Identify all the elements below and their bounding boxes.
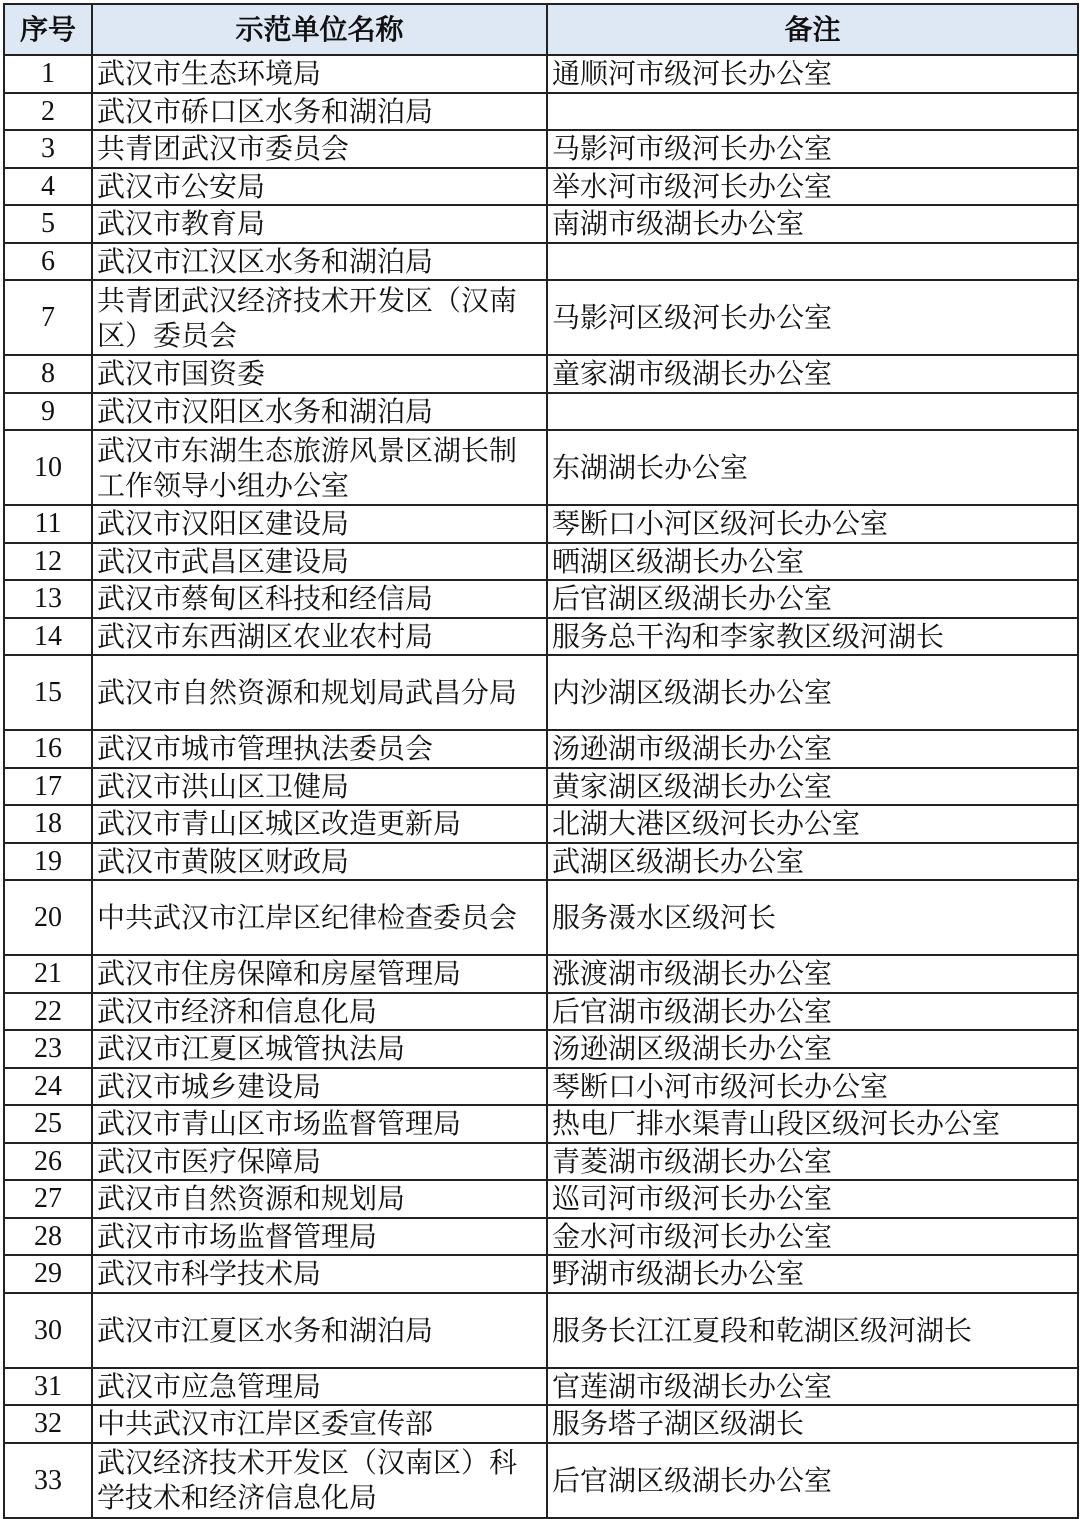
row-note: 晒湖区级湖长办公室: [547, 543, 1078, 581]
row-note: 金水河市级河长办公室: [547, 1218, 1078, 1256]
row-index: 33: [4, 1443, 92, 1518]
table-row: [4, 280, 1078, 355]
row-index: 6: [4, 243, 92, 281]
row-name: 武汉市市场监督管理局: [92, 1218, 547, 1256]
table-row: [4, 168, 1078, 206]
row-name: 武汉市洪山区卫健局: [92, 768, 547, 806]
row-index: 4: [4, 168, 92, 206]
table-row: [4, 393, 1078, 431]
table-row: [4, 1443, 1078, 1518]
row-name: 共青团武汉市委员会: [92, 130, 547, 168]
row-note: 服务长江江夏段和乾湖区级河湖长: [547, 1293, 1078, 1368]
row-index: 28: [4, 1218, 92, 1256]
row-name: 武汉市武昌区建设局: [92, 543, 547, 581]
table-row: [4, 1218, 1078, 1256]
row-note: 官莲湖市级湖长办公室: [547, 1368, 1078, 1406]
table-row: [4, 430, 1078, 505]
table-row: [4, 505, 1078, 543]
row-index: 30: [4, 1293, 92, 1368]
row-note: 野湖市级湖长办公室: [547, 1255, 1078, 1293]
table-row: [4, 768, 1078, 806]
row-index: 25: [4, 1105, 92, 1143]
row-name: 武汉市经济和信息化局: [92, 993, 547, 1031]
row-note: [547, 393, 1078, 431]
row-name: 武汉市黄陂区财政局: [92, 843, 547, 881]
table-row: [4, 618, 1078, 656]
table-body: [4, 55, 1078, 1518]
header-name: 示范单位名称: [92, 4, 547, 55]
row-name: 武汉市江夏区城管执法局: [92, 1030, 547, 1068]
row-note: [547, 93, 1078, 131]
table-row: [4, 730, 1078, 768]
row-index: 22: [4, 993, 92, 1031]
row-index: 21: [4, 955, 92, 993]
row-name: 武汉市住房保障和房屋管理局: [92, 955, 547, 993]
row-name: 武汉市青山区城区改造更新局: [92, 805, 547, 843]
row-name: 武汉市生态环境局: [92, 55, 547, 93]
table-row: [4, 543, 1078, 581]
row-index: 12: [4, 543, 92, 581]
table-row: [4, 93, 1078, 131]
row-note: 后官湖市级湖长办公室: [547, 993, 1078, 1031]
row-name: 武汉市国资委: [92, 355, 547, 393]
table-row: [4, 205, 1078, 243]
row-index: 3: [4, 130, 92, 168]
row-note: 琴断口小河区级河长办公室: [547, 505, 1078, 543]
row-note: 琴断口小河市级河长办公室: [547, 1068, 1078, 1106]
row-note: 巡司河市级河长办公室: [547, 1180, 1078, 1218]
row-index: 15: [4, 655, 92, 730]
row-name: 武汉市东西湖区农业农村局: [92, 618, 547, 656]
table-row: [4, 843, 1078, 881]
row-index: 2: [4, 93, 92, 131]
table-row: [4, 55, 1078, 93]
row-name: 武汉市东湖生态旅游风景区湖长制工作领导小组办公室: [92, 430, 547, 505]
row-name: 武汉市蔡甸区科技和经信局: [92, 580, 547, 618]
row-note: 服务塔子湖区级湖长: [547, 1405, 1078, 1443]
row-note: 服务滠水区级河长: [547, 880, 1078, 955]
row-name: 武汉市青山区市场监督管理局: [92, 1105, 547, 1143]
row-note: 内沙湖区级湖长办公室: [547, 655, 1078, 730]
table-row: [4, 993, 1078, 1031]
row-index: 16: [4, 730, 92, 768]
row-index: 10: [4, 430, 92, 505]
row-name: 共青团武汉经济技术开发区（汉南区）委员会: [92, 280, 547, 355]
row-index: 8: [4, 355, 92, 393]
row-note: 通顺河市级河长办公室: [547, 55, 1078, 93]
row-index: 20: [4, 880, 92, 955]
table-row: [4, 880, 1078, 955]
row-index: 32: [4, 1405, 92, 1443]
row-index: 14: [4, 618, 92, 656]
row-index: 5: [4, 205, 92, 243]
row-name: 武汉市汉阳区建设局: [92, 505, 547, 543]
row-note: [547, 243, 1078, 281]
row-note: 后官湖区级湖长办公室: [547, 1443, 1078, 1518]
row-index: 31: [4, 1368, 92, 1406]
header-index: 序号: [4, 4, 92, 55]
row-index: 27: [4, 1180, 92, 1218]
row-name: 中共武汉市江岸区委宣传部: [92, 1405, 547, 1443]
row-index: 19: [4, 843, 92, 881]
row-name: 武汉市公安局: [92, 168, 547, 206]
table-row: [4, 805, 1078, 843]
row-name: 武汉市江汉区水务和湖泊局: [92, 243, 547, 281]
table-row: [4, 1143, 1078, 1181]
row-note: 涨渡湖市级湖长办公室: [547, 955, 1078, 993]
row-index: 13: [4, 580, 92, 618]
row-note: 举水河市级河长办公室: [547, 168, 1078, 206]
table-row: [4, 1405, 1078, 1443]
row-index: 9: [4, 393, 92, 431]
table-row: [4, 1368, 1078, 1406]
table-row: [4, 655, 1078, 730]
row-name: 武汉市自然资源和规划局武昌分局: [92, 655, 547, 730]
row-index: 11: [4, 505, 92, 543]
table-row: [4, 1293, 1078, 1368]
row-index: 26: [4, 1143, 92, 1181]
row-index: 24: [4, 1068, 92, 1106]
row-note: 武湖区级湖长办公室: [547, 843, 1078, 881]
table-row: [4, 1255, 1078, 1293]
table-row: [4, 1105, 1078, 1143]
row-name: 武汉市城市管理执法委员会: [92, 730, 547, 768]
table-row: [4, 1068, 1078, 1106]
row-note: 马影河市级河长办公室: [547, 130, 1078, 168]
row-note: 东湖湖长办公室: [547, 430, 1078, 505]
row-name: 武汉市应急管理局: [92, 1368, 547, 1406]
table-row: [4, 243, 1078, 281]
row-note: 南湖市级湖长办公室: [547, 205, 1078, 243]
row-name: 中共武汉市江岸区纪律检查委员会: [92, 880, 547, 955]
row-name: 武汉市医疗保障局: [92, 1143, 547, 1181]
table-row: [4, 580, 1078, 618]
row-note: 黄家湖区级湖长办公室: [547, 768, 1078, 806]
row-note: 北湖大港区级河长办公室: [547, 805, 1078, 843]
row-note: 热电厂排水渠青山段区级河长办公室: [547, 1105, 1078, 1143]
table-row: [4, 955, 1078, 993]
row-name: 武汉市江夏区水务和湖泊局: [92, 1293, 547, 1368]
row-note: 汤逊湖区级湖长办公室: [547, 1030, 1078, 1068]
table-header-row: [4, 4, 1078, 55]
row-name: 武汉市汉阳区水务和湖泊局: [92, 393, 547, 431]
row-index: 17: [4, 768, 92, 806]
row-note: 马影河区级河长办公室: [547, 280, 1078, 355]
row-name: 武汉市硚口区水务和湖泊局: [92, 93, 547, 131]
row-name: 武汉市科学技术局: [92, 1255, 547, 1293]
table-row: [4, 1030, 1078, 1068]
row-index: 1: [4, 55, 92, 93]
row-index: 18: [4, 805, 92, 843]
row-name: 武汉市自然资源和规划局: [92, 1180, 547, 1218]
row-name: 武汉市教育局: [92, 205, 547, 243]
table-row: [4, 130, 1078, 168]
demonstration-units-table: [3, 3, 1079, 1519]
row-note: 青菱湖市级湖长办公室: [547, 1143, 1078, 1181]
row-index: 23: [4, 1030, 92, 1068]
row-note: 服务总干沟和李家教区级河湖长: [547, 618, 1078, 656]
row-name: 武汉市城乡建设局: [92, 1068, 547, 1106]
row-index: 29: [4, 1255, 92, 1293]
header-note: 备注: [547, 4, 1078, 55]
table-row: [4, 1180, 1078, 1218]
row-index: 7: [4, 280, 92, 355]
row-note: 后官湖区级湖长办公室: [547, 580, 1078, 618]
row-name: 武汉经济技术开发区（汉南区）科学技术和经济信息化局: [92, 1443, 547, 1518]
row-note: 童家湖市级湖长办公室: [547, 355, 1078, 393]
table-row: [4, 355, 1078, 393]
row-note: 汤逊湖市级湖长办公室: [547, 730, 1078, 768]
